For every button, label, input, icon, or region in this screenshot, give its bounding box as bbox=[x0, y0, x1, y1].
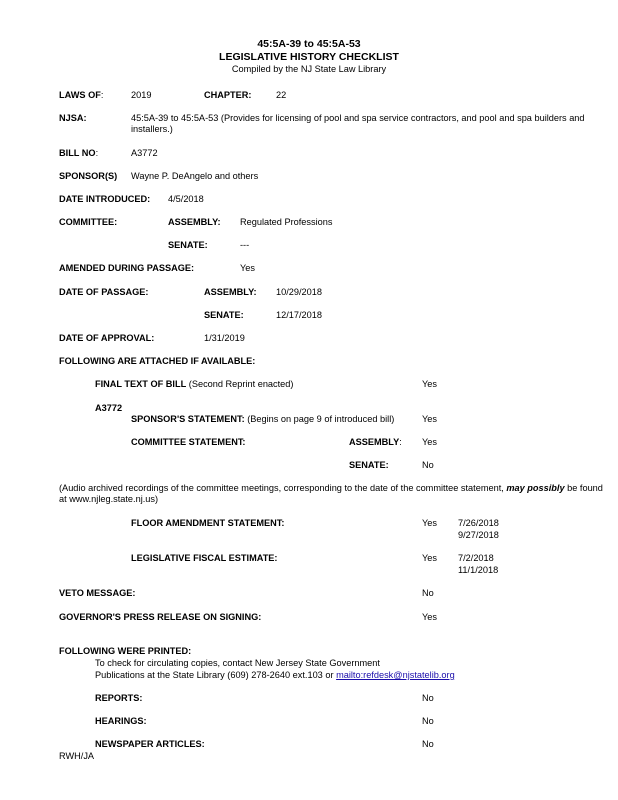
njsa-value: 45:5A-39 to 45:5A-53 (Provides for licensing of pool and spa service contractors, and pool and spa builders and installers.) bbox=[131, 113, 585, 135]
sponsor-statement-row: SPONSOR'S STATEMENT: (Begins on page 9 of introduced bill) bbox=[131, 414, 395, 424]
date-of-approval-label: DATE OF APPROVAL: bbox=[59, 333, 155, 343]
committee-senate-value: --- bbox=[240, 240, 250, 250]
newspaper-articles-label: NEWSPAPER ARTICLES: bbox=[95, 739, 205, 749]
sponsor-statement-value: Yes bbox=[422, 414, 437, 424]
committee-assembly-value: Regulated Professions bbox=[240, 217, 333, 227]
hearings-value: No bbox=[422, 716, 434, 726]
document-subtitle: LEGISLATIVE HISTORY CHECKLIST bbox=[219, 51, 399, 63]
committee-statement-assembly-label: ASSEMBLY: bbox=[349, 437, 402, 447]
final-text-value: Yes bbox=[422, 379, 437, 389]
date-introduced-label: DATE INTRODUCED: bbox=[59, 194, 151, 204]
refdesk-email-link[interactable]: mailto:refdesk@njstatelib.org bbox=[336, 670, 455, 680]
laws-of-label: LAWS OF: bbox=[59, 90, 104, 100]
printed-heading: FOLLOWING WERE PRINTED: bbox=[59, 646, 192, 656]
committee-statement-senate-value: No bbox=[422, 460, 434, 470]
fiscal-estimate-label: LEGISLATIVE FISCAL ESTIMATE: bbox=[131, 553, 278, 563]
hearings-label: HEARINGS: bbox=[95, 716, 147, 726]
newspaper-articles-value: No bbox=[422, 739, 434, 749]
chapter-value: 22 bbox=[276, 90, 287, 100]
amended-value: Yes bbox=[240, 263, 255, 273]
floor-amendment-label: FLOOR AMENDMENT STATEMENT: bbox=[131, 518, 285, 528]
press-release-value: Yes bbox=[422, 612, 437, 622]
fiscal-estimate-date-1: 7/2/2018 bbox=[458, 553, 494, 563]
committee-statement-assembly-value: Yes bbox=[422, 437, 437, 447]
passage-senate-value: 12/17/2018 bbox=[276, 310, 322, 320]
printed-note-line-1: To check for circulating copies, contact New Jersey State Government bbox=[95, 658, 380, 668]
committee-label: COMMITTEE: bbox=[59, 217, 118, 227]
passage-senate-label: SENATE: bbox=[204, 310, 244, 320]
floor-amendment-date-1: 7/26/2018 bbox=[458, 518, 499, 528]
bill-reference: A3772 bbox=[95, 403, 123, 413]
floor-amendment-value: Yes bbox=[422, 518, 437, 528]
committee-statement-label: COMMITTEE STATEMENT: bbox=[131, 437, 246, 447]
bill-no-value: A3772 bbox=[131, 148, 158, 158]
sponsor-value: Wayne P. DeAngelo and others bbox=[131, 171, 259, 181]
document-title: 45:5A-39 to 45:5A-53 bbox=[257, 38, 361, 50]
sponsor-label: SPONSOR(S) bbox=[59, 171, 118, 181]
attached-heading: FOLLOWING ARE ATTACHED IF AVAILABLE: bbox=[59, 356, 256, 366]
chapter-label: CHAPTER: bbox=[204, 90, 252, 100]
date-of-approval-value: 1/31/2019 bbox=[204, 333, 245, 343]
amended-label: AMENDED DURING PASSAGE: bbox=[59, 263, 195, 273]
passage-assembly-label: ASSEMBLY: bbox=[204, 287, 257, 297]
press-release-label: GOVERNOR'S PRESS RELEASE ON SIGNING: bbox=[59, 612, 262, 622]
passage-assembly-value: 10/29/2018 bbox=[276, 287, 322, 297]
committee-senate-label: SENATE: bbox=[168, 240, 208, 250]
final-text-row: FINAL TEXT OF BILL (Second Reprint enacted) bbox=[95, 379, 294, 389]
fiscal-estimate-value: Yes bbox=[422, 553, 437, 563]
floor-amendment-date-2: 9/27/2018 bbox=[458, 530, 499, 540]
committee-assembly-label: ASSEMBLY: bbox=[168, 217, 221, 227]
footer-initials: RWH/JA bbox=[59, 751, 95, 761]
date-of-passage-label: DATE OF PASSAGE: bbox=[59, 287, 149, 297]
audio-note: (Audio archived recordings of the committee meetings, corresponding to the date of the committee statement, may possibly be found at www.njleg.state.nj.us) bbox=[59, 483, 603, 505]
committee-statement-senate-label: SENATE: bbox=[349, 460, 389, 470]
date-introduced-value: 4/5/2018 bbox=[168, 194, 204, 204]
printed-note-line-2: Publications at the State Library (609) 278-2640 ext.103 or mailto:refdesk@njstatelib.org bbox=[95, 670, 455, 680]
bill-no-label: BILL NO: bbox=[59, 148, 99, 158]
reports-value: No bbox=[422, 693, 434, 703]
veto-message-label: VETO MESSAGE: bbox=[59, 588, 136, 598]
laws-of-value: 2019 bbox=[131, 90, 152, 100]
veto-message-value: No bbox=[422, 588, 434, 598]
compiled-by: Compiled by the NJ State Law Library bbox=[231, 64, 387, 74]
reports-label: REPORTS: bbox=[95, 693, 143, 703]
njsa-label: NJSA: bbox=[59, 113, 87, 123]
fiscal-estimate-date-2: 11/1/2018 bbox=[458, 565, 499, 575]
